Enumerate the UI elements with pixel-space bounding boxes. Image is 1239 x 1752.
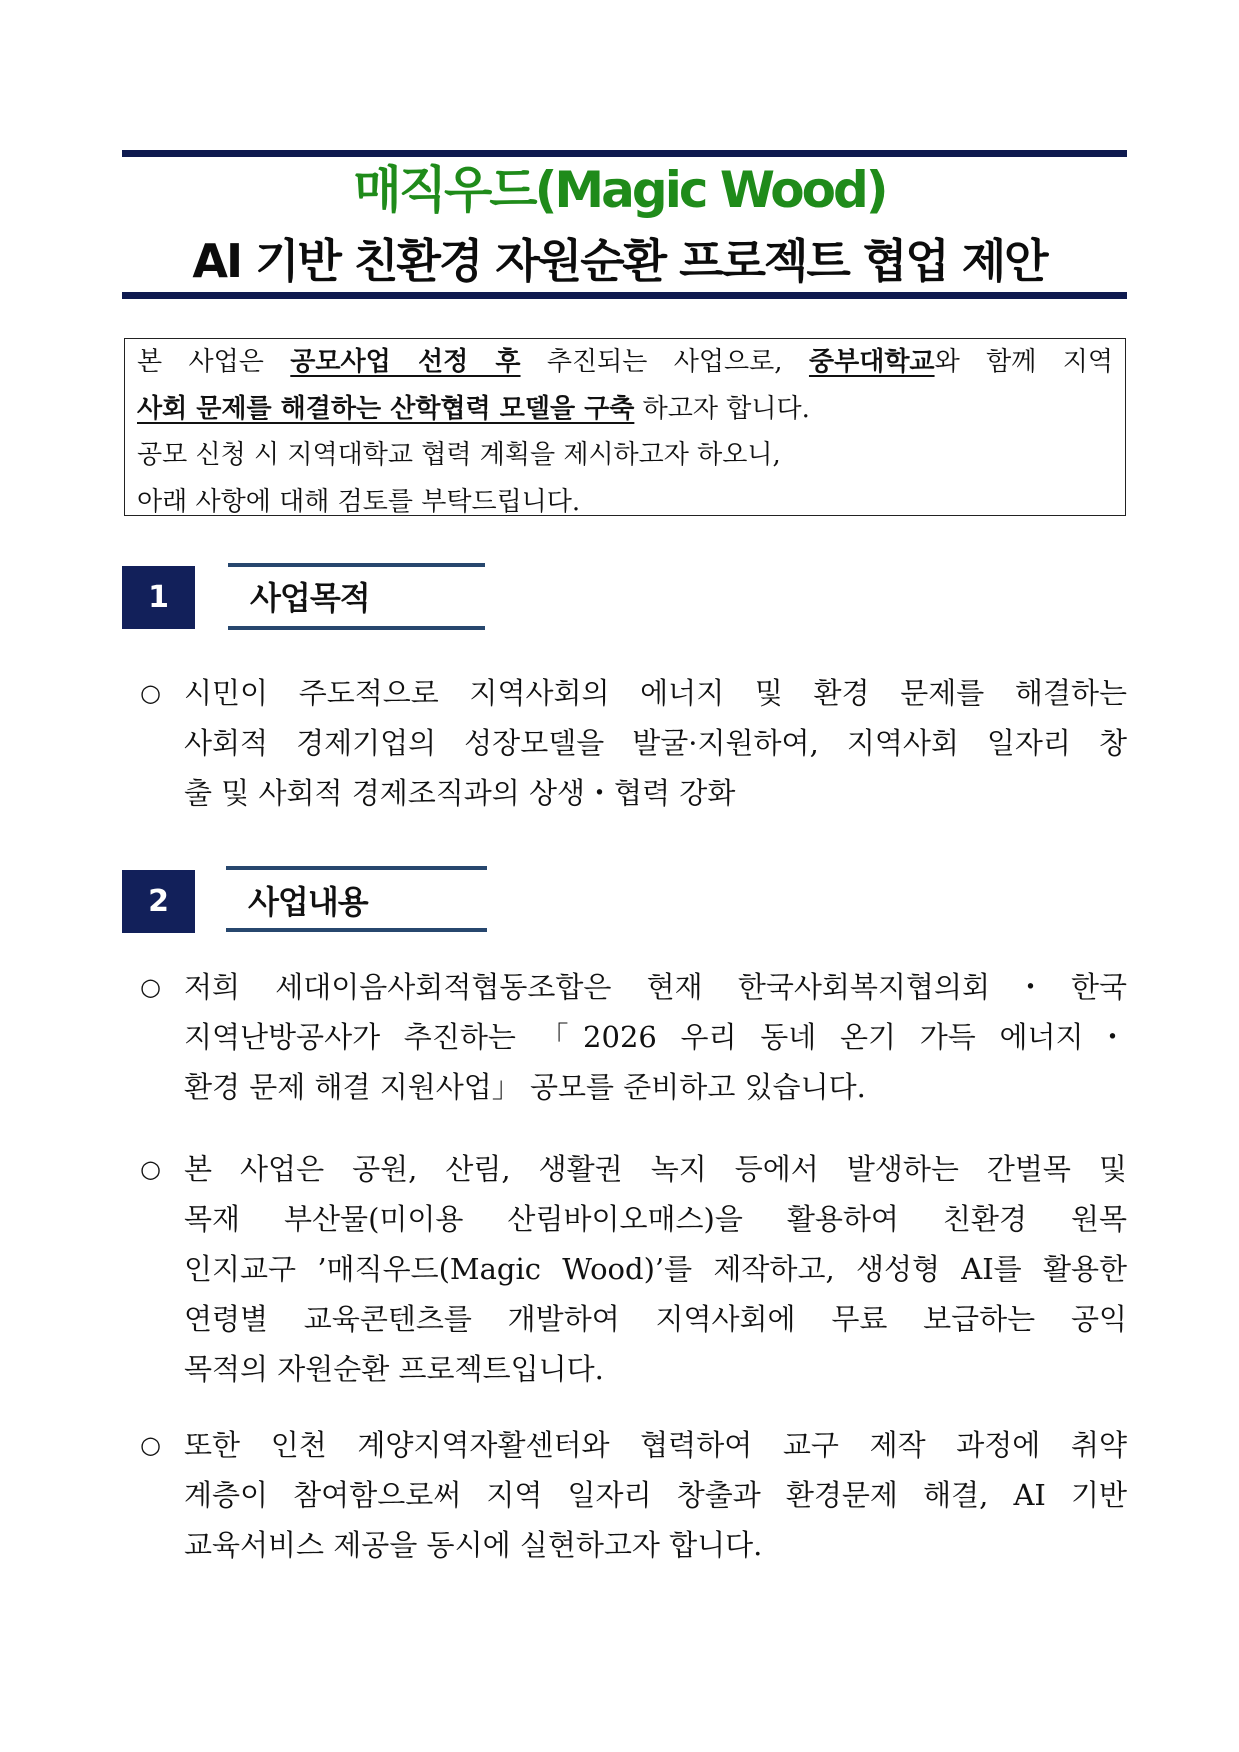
highlight-model: 사회 문제를 해결하는 산학협력 모델을 구축 [137, 393, 635, 424]
section-2-bullet-3: ○ [140, 1431, 161, 1459]
section-2-top-bar [226, 866, 487, 870]
highlight-university: 중부대학교 [808, 347, 935, 377]
intro-line-2: 사회 문제를 해결하는 산학협력 모델을 구축 하고자 합니다. [137, 393, 810, 424]
document-subtitle: AI 기반 친환경 자원순환 프로젝트 협업 제안 [192, 234, 1047, 288]
section-1-top-bar [228, 563, 485, 567]
document-title: 매직우드(Magic Wood) [353, 161, 886, 219]
intro-line-3: 공모 신청 시 지역대학교 협력 계획을 제시하고자 하오니, [137, 440, 781, 470]
section-2-number: 2 [122, 870, 195, 933]
highlight-selection: 공모사업 선정 후 [290, 347, 521, 377]
section-2-bottom-bar [226, 928, 487, 932]
section-1-number: 1 [122, 566, 195, 629]
section-2-bullet-2: ○ [140, 1155, 161, 1183]
section-1-paragraph-1: 시민이 주도적으로 지역사회의 에너지 및 환경 문제를 해결하는 사회적 경제기업의 성장모델을 발굴·지원하여, 지역사회 일자리 창 출 및 사회적 경제조직과의 상생・협력 강화 [184, 676, 1127, 810]
section-1-bottom-bar [228, 626, 485, 630]
section-2-paragraph-2: 본 사업은 공원, 산림, 생활권 녹지 등에서 발생하는 간벌목 및 목재 부산물(미이용 산림바이오매스)을 활용하여 친환경 원목 인지교구 ’매직우드(Magic Wood)’를 제작하고, 생성형 AI를 활용한 연령별 교육콘텐츠를 개발하여 지역사회에 무료 보급하는 공익 목적의 자원순환 프로젝트입니다. [184, 1152, 1127, 1386]
section-2-paragraph-1: 저희 세대이음사회적협동조합은 현재 한국사회복지협의회・한국 지역난방공사가 추진하는 「2026 우리 동네 온기 가득 에너지・ 환경 문제 해결 지원사업」 공모를 준비하고 있습니다. [184, 970, 1127, 1104]
intro-box [124, 338, 1126, 516]
intro-line-4: 아래 사항에 대해 검토를 부탁드립니다. [137, 486, 581, 517]
header-top-rule [122, 150, 1127, 157]
intro-line-1: 본 사업은 공모사업 선정 후 추진되는 사업으로, 중부대학교와 함께 지역 [137, 347, 1113, 377]
section-2-bullet-1: ○ [140, 973, 161, 1001]
section-2-paragraph-3: 또한 인천 계양지역자활센터와 협력하여 교구 제작 과정에 취약 계층이 참여함으로써 지역 일자리 창출과 환경문제 해결, AI 기반 교육서비스 제공을 동시에 실현하고자 합니다. [184, 1428, 1127, 1562]
section-1-bullet-1: ○ [140, 679, 161, 707]
header-bottom-rule [122, 292, 1127, 299]
section-1-title: 사업목적 [250, 579, 370, 617]
section-2-title: 사업내용 [248, 883, 368, 921]
